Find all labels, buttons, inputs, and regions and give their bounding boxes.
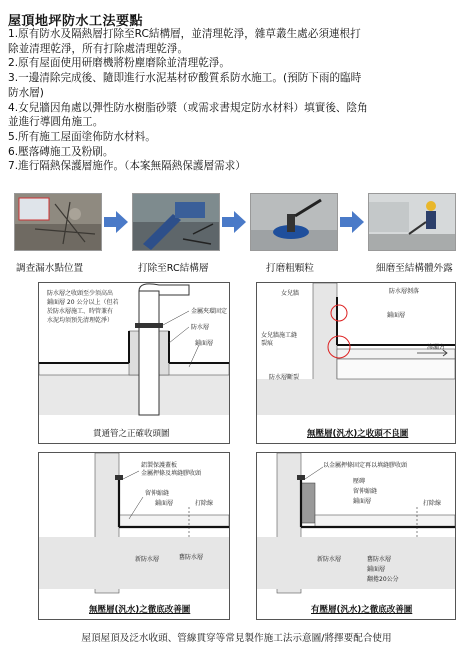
note-line: 女兒牆施工縫 xyxy=(261,332,298,339)
infiltration-label: 滲漏方 xyxy=(427,344,446,351)
step-line: 除並清理乾淨，所有打除處清理乾淨。 xyxy=(8,42,189,55)
parapet-label: 女兒牆 xyxy=(281,290,300,297)
step-line: 4.女兒牆因角處以彈性防水樹脂砂漿（或需求書規定防水材料）填實後、陰角 xyxy=(8,101,368,114)
metal-strip-label: 金屬押條及填縫膠收頭 xyxy=(141,470,202,477)
photo-caption: 調查漏水點位置 xyxy=(16,263,84,274)
diagram-caption: 貫通管之正確收頭圖 xyxy=(93,429,170,439)
brick-label: 壓磚 xyxy=(353,478,366,485)
note-line: 於防水層施工、時管兼有 xyxy=(47,308,114,315)
crack-label: 防水層剝落 xyxy=(389,288,420,295)
pavement-label: 鋪面層 xyxy=(195,340,214,347)
diagram-caption: 有壓層(汎水)之徹底改善圖 xyxy=(311,605,413,615)
step-line: 5.所有施工屋面塗佈防水材料。 xyxy=(8,130,156,143)
pavement-label-2: 鋪面層 xyxy=(367,566,386,573)
pavement-label: 鋪面層 xyxy=(353,498,372,505)
cut-line-label: 打除線 xyxy=(423,500,442,507)
process-photo-row xyxy=(14,193,466,278)
cut-line-label: 打除線 xyxy=(195,500,214,507)
note-line: 防水層之收頭至少須高出 xyxy=(47,290,114,297)
no-screed-flashing-improvement-diagram xyxy=(38,452,230,620)
note-line: 裂痕 xyxy=(261,340,274,347)
next-step-arrow-icon xyxy=(340,211,364,233)
leak-survey-photo xyxy=(14,193,102,251)
metal-strip-label: 以金屬押條固定再以填縫膠收頭 xyxy=(323,462,408,469)
waterproof-label: 防水層 xyxy=(191,324,210,331)
diagram-caption: 無壓層(汎水)之徹底改善圖 xyxy=(89,605,191,615)
step-line: 7.進行隔熱保護層施作。（本案無隔熱保護層需求） xyxy=(8,160,246,173)
pipe-penetration-detail-diagram xyxy=(38,282,230,444)
old-membrane-label: 舊防水層 xyxy=(367,556,392,563)
document-title: 屋頂地坪防水工法要點 xyxy=(8,14,144,29)
footer-caption: 屋頂屋頂及泛水收頭、管線貫穿等常見製作施工法示意圖/將擇要配合使用 xyxy=(81,633,392,644)
diagram-caption: 無壓層(汎水)之收頭不良圖 xyxy=(307,429,409,439)
note-line: 鋪面層 20 公分以上（但若 xyxy=(47,299,119,306)
photo-caption: 細磨至結構體外露 xyxy=(376,263,453,274)
expansion-joint-label: 留伸縮縫 xyxy=(145,490,170,497)
old-membrane-label: 舊防水層 xyxy=(179,554,204,561)
next-step-arrow-icon xyxy=(104,211,128,233)
note-line: 水泥均須預先清理乾淨） xyxy=(47,317,114,324)
step-line: 防水層) xyxy=(8,86,44,99)
step-line: 3.一邊清除完成後、隨即進行水泥基材矽酸質系防水施工。(預防下雨的臨時 xyxy=(8,72,362,85)
new-membrane-label: 新防水層 xyxy=(317,556,342,563)
turnup-label: 翻捲20公分 xyxy=(367,576,399,583)
with-screed-flashing-improvement-diagram xyxy=(256,452,456,620)
pavement-label: 鋪面層 xyxy=(155,500,174,507)
next-step-arrow-icon xyxy=(222,211,246,233)
clamp-label: 金屬夾環固定 xyxy=(191,308,228,315)
step-line: 1.原有防水及隔熱層打除至RC結構層，並清理乾淨，雜草叢生處必須連根打 xyxy=(8,28,361,40)
membrane-label: 防水層斷裂 xyxy=(269,374,300,381)
step-line: 並進行導圓角施工。 xyxy=(8,116,104,129)
photo-caption: 打磨粗顆粒 xyxy=(266,263,314,274)
cover-plate-label: 鋁製保護蓋板 xyxy=(141,462,178,469)
photo-caption: 打除至RC結構層 xyxy=(138,263,209,274)
fine-grinding-photo xyxy=(368,193,456,251)
expansion-joint-label: 留伸縮縫 xyxy=(353,488,378,495)
pavement-label: 鋪面層 xyxy=(387,312,406,319)
poor-flashing-detail-diagram xyxy=(256,282,456,444)
grinding-photo xyxy=(250,193,338,251)
step-line: 6.壓落磚施工及粉刷。 xyxy=(8,145,114,158)
steps-list xyxy=(8,27,468,174)
new-membrane-label: 新防水層 xyxy=(135,556,160,563)
chisel-rc-photo xyxy=(132,193,220,251)
step-line: 2.原有屋面使用研磨機將粉塵磨除並清理乾淨。 xyxy=(8,57,230,70)
